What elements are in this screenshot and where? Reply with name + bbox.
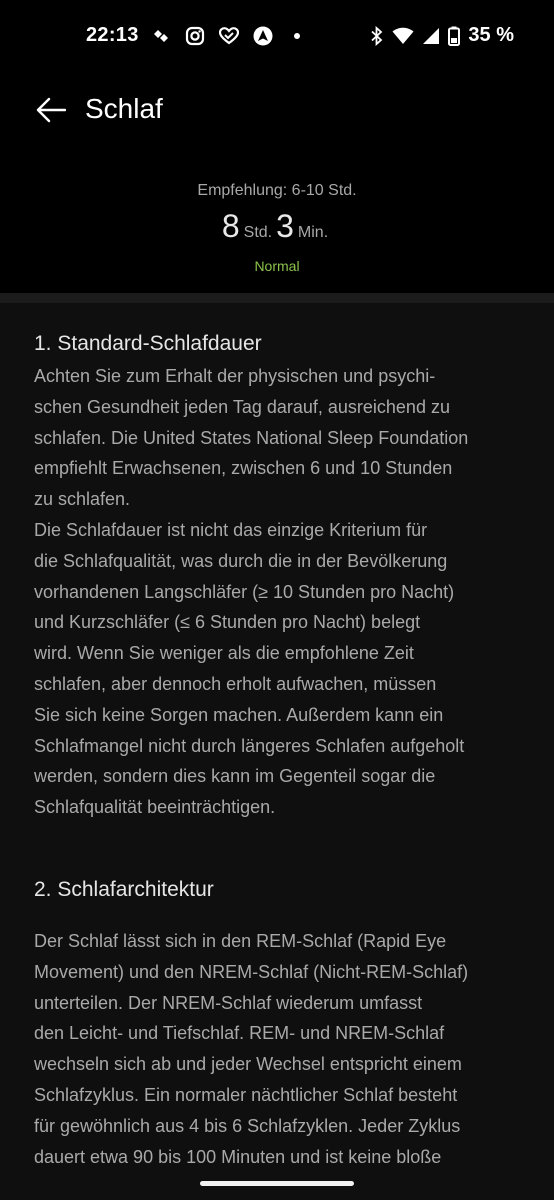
- system-status: [370, 24, 514, 47]
- text-line: dauert etwa 90 bis 100 Minuten und ist keine bloße: [34, 1146, 442, 1167]
- app-bar: [0, 80, 554, 140]
- text-line: schen Gesundheit jeden Tag darauf, ausreichend zu: [34, 396, 450, 417]
- back-button[interactable]: [34, 94, 68, 126]
- sleep-summary: [0, 182, 554, 274]
- duration-hours: 8: [221, 208, 240, 244]
- text-line: empfiehlt Erwachsenen, zwischen 6 und 10 Stunden: [34, 458, 453, 479]
- text-line: Die Schlafdauer ist nicht das einzige Kriterium für: [34, 519, 428, 540]
- status-time: 22:13: [86, 24, 139, 46]
- text-line: werden, sondern dies kann im Gegenteil sogar die: [34, 766, 436, 787]
- wifi-icon: [392, 27, 414, 45]
- duration-minutes: 3: [276, 208, 294, 244]
- text-line: den Leicht- und Tiefschlaf. REM- und NREM-Schlaf: [34, 1023, 445, 1044]
- text-line: und Kurzschläfer (≤ 6 Stunden pro Nacht) belegt: [34, 612, 421, 633]
- battery-percentage: 35 %: [468, 24, 514, 46]
- text-line: Achten Sie zum Erhalt der physischen und psychi-: [34, 366, 436, 386]
- text-line: vorhandenen Langschläfer (≥ 10 Stunden pro Nacht): [34, 581, 455, 602]
- tidal-icon: [150, 25, 172, 47]
- text-line: Der Schlaf lässt sich in den REM-Schlaf (Rapid Eye: [34, 930, 447, 951]
- battery-icon: [448, 26, 460, 46]
- instagram-icon: [184, 25, 206, 47]
- text-line: unterteilen. Der NREM-Schlaf wiederum umfasst: [34, 992, 423, 1013]
- text-line: schlafen. Die United States National Sleep Foundation: [34, 427, 469, 448]
- text-line: Movement) und den NREM-Schlaf (Nicht-REM-Schlaf): [34, 961, 469, 982]
- home-indicator[interactable]: [200, 1181, 354, 1186]
- text-line: Schlafzyklus. Ein normaler nächtlicher Schlaf besteht: [34, 1084, 458, 1105]
- text-line: schlafen, aber dennoch erholt aufwachen, müssen: [34, 673, 437, 694]
- text-line: die Schlafqualität, was durch die in der Bevölkerung: [34, 550, 448, 571]
- heart-app-icon: [218, 25, 240, 47]
- duration-minutes-unit: Min.: [297, 224, 329, 241]
- section-heading: 2. Schlafarchitektur: [34, 877, 214, 901]
- section-body: [34, 361, 520, 823]
- arrow-left-icon: [36, 97, 66, 123]
- section-body: [34, 926, 520, 1172]
- info-content[interactable]: [0, 303, 554, 1200]
- section-divider: [0, 293, 554, 303]
- sleep-duration: [0, 208, 554, 251]
- navigation-app-icon: [252, 25, 274, 47]
- sleep-status-label: Normal: [254, 258, 300, 274]
- notification-icons: [150, 25, 308, 47]
- recommendation-text: Empfehlung: 6-10 Std.: [197, 182, 357, 199]
- page-title: Schlaf: [85, 93, 163, 124]
- text-line: zu schlafen.: [34, 489, 131, 510]
- status-bar: [0, 0, 554, 72]
- text-line: wechseln sich ab und jeder Wechsel entspricht einem: [34, 1054, 462, 1075]
- text-line: für gewöhnlich aus 4 bis 6 Schlafzyklen. Jeder Zyklus: [34, 1115, 461, 1136]
- cellular-signal-icon: [422, 27, 440, 45]
- section-heading: 1. Standard-Schlafdauer: [34, 332, 262, 355]
- duration-hours-unit: Std.: [243, 224, 273, 241]
- text-line: Sie sich keine Sorgen machen. Außerdem kann ein: [34, 704, 444, 725]
- text-line: wird. Wenn Sie weniger als die empfohlene Zeit: [34, 643, 414, 664]
- bluetooth-icon: [370, 26, 384, 46]
- text-line: Schlafmangel nicht durch längeres Schlafen aufgeholt: [34, 735, 465, 756]
- text-line: Schlafqualität beeinträchtigen.: [34, 797, 276, 818]
- notification-dot-icon: [286, 25, 308, 47]
